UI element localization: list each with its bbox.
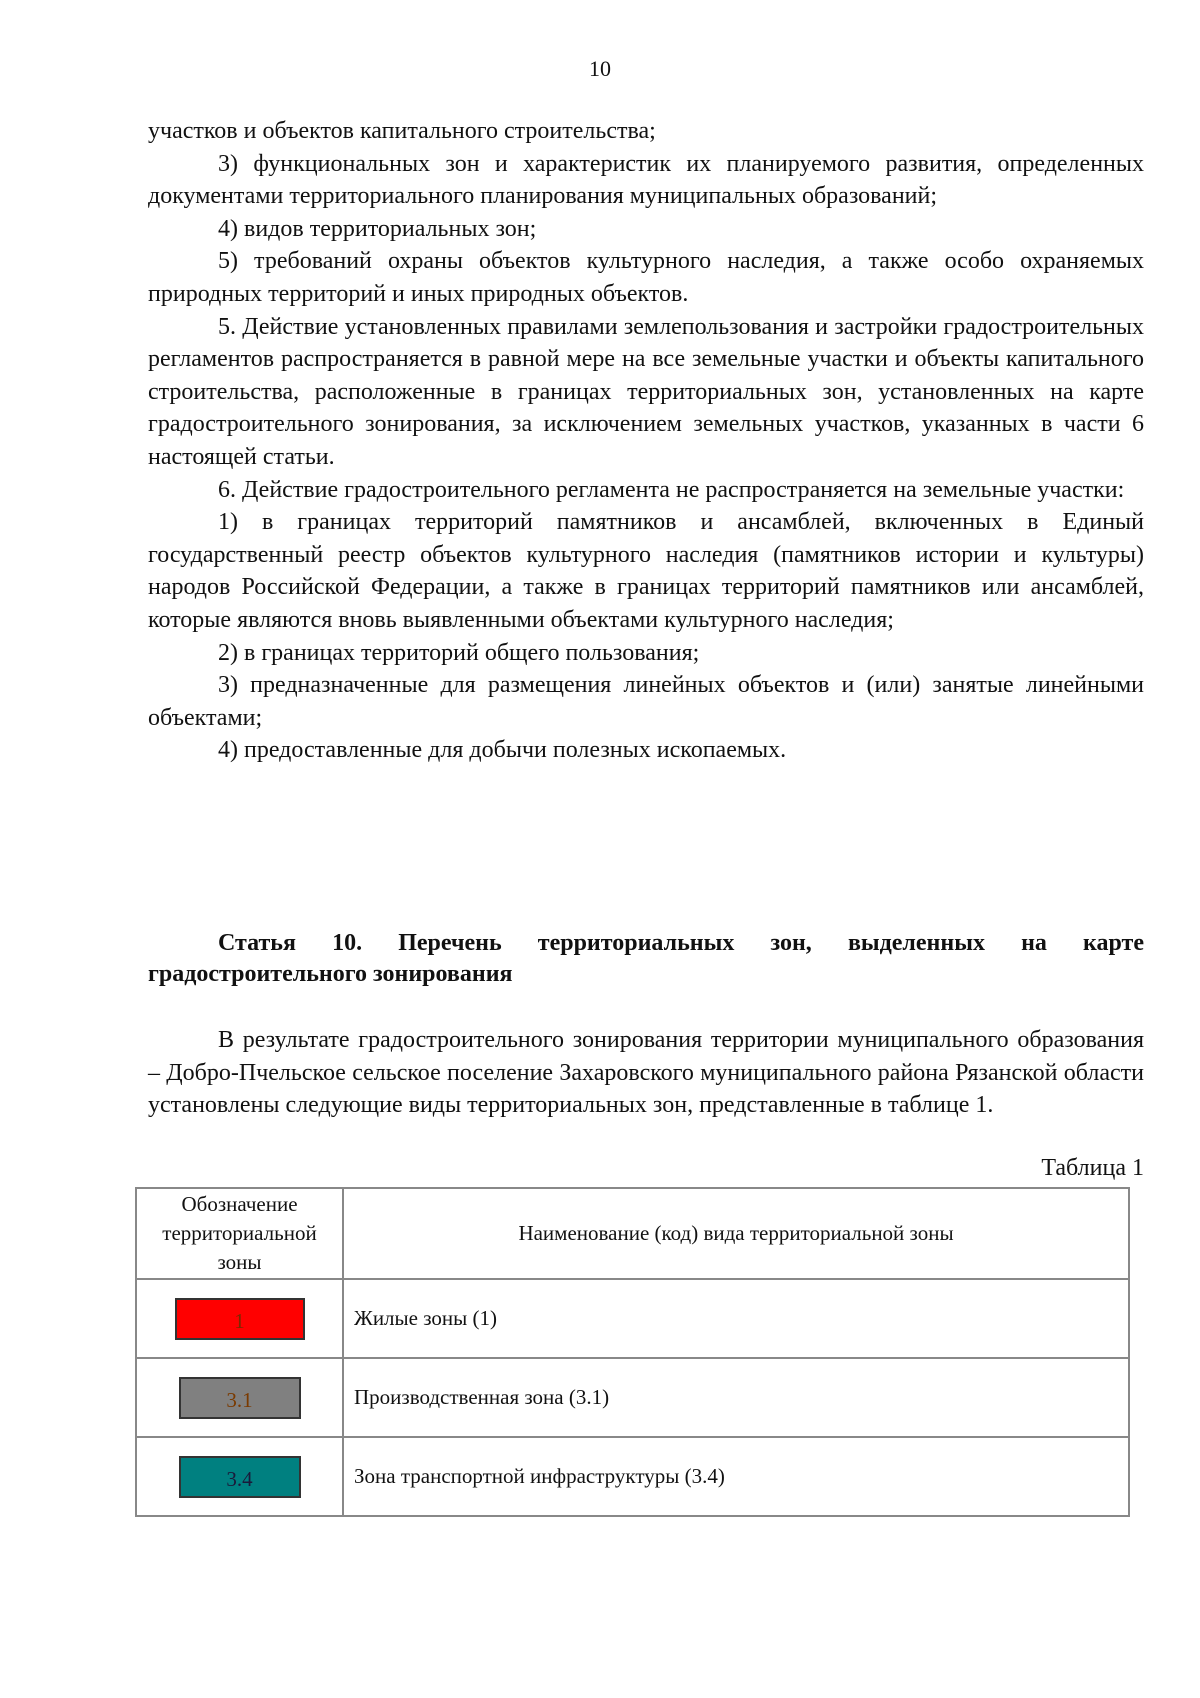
paragraph: участков и объектов капитального строительства;: [148, 118, 656, 144]
paragraph: 1) в границах территорий памятников и ансамблей, включенных в Единый государственный реестр объектов культурного наследия (памятников истории и культуры) народов Российской Федерации, а также в границах территорий памятников или ансамблей, которые являются вновь выявленными объектами культурного наследия;: [148, 509, 1144, 633]
paragraph: 5. Действие установленных правилами землепользования и застройки градостроительных регламентов распространяется в равной мере на все земельные участки и объекты капитального строительства, расположенные в границах территориальных зон, установленных на карте градостроительного зонирования, за исключением земельных участков, указанных в части 6 настоящей статьи.: [148, 313, 1144, 470]
zone-swatch-1: 1: [175, 1298, 305, 1340]
zone-name: Производственная зона (3.1): [343, 1358, 1129, 1437]
table-row: [136, 1358, 1129, 1437]
paragraph: 2) в границах территорий общего пользования;: [218, 639, 700, 666]
paragraph: 4) видов территориальных зон;: [218, 215, 537, 242]
paragraph: 6. Действие градостроительного регламента не распространяется на земельные участки:: [218, 476, 1125, 503]
table-row: [136, 1279, 1129, 1358]
header-name: Наименование (код) вида территориальной зоны: [343, 1188, 1129, 1279]
paragraph: 4) предоставленные для добычи полезных ископаемых.: [218, 737, 787, 764]
paragraph: 3) функциональных зон и характеристик их планируемого развития, определенных документами территориального планирования муниципальных образований;: [148, 150, 1144, 210]
symbol-cell: [136, 1437, 343, 1516]
symbol-cell: [136, 1279, 343, 1358]
zones-table: [135, 1187, 1130, 1517]
zone-swatch-3-1: 3.1: [179, 1377, 301, 1419]
zone-name: Зона транспортной инфраструктуры (3.4): [343, 1437, 1129, 1516]
article-body: [148, 115, 1144, 767]
table-caption: Таблица 1: [1041, 1155, 1144, 1181]
page-number: 10: [589, 56, 611, 81]
table-row: [136, 1437, 1129, 1516]
table-header-row: [136, 1188, 1129, 1279]
zone-name: Жилые зоны (1): [343, 1279, 1129, 1358]
header-symbol: Обозначение территориальной зоны: [136, 1188, 343, 1279]
zone-swatch-3-4: 3.4: [179, 1456, 301, 1498]
intro-paragraph: В результате градостроительного зонирования территории муниципального образования – Добро-Пчельское сельское поселение Захаровского муниципального района Рязанской области установлены следующие виды территориальных зон, представленные в таблице 1.: [148, 1027, 1144, 1119]
paragraph: 3) предназначенные для размещения линейных объектов и (или) занятые линейными объектами;: [148, 672, 1144, 731]
symbol-cell: [136, 1358, 343, 1437]
paragraph: 5) требований охраны объектов культурного наследия, а также особо охраняемых природных территорий и иных природных объектов.: [148, 248, 1144, 307]
article-heading: Статья 10. Перечень территориальных зон, выделенных на карте градостроительного зонирования: [148, 930, 1144, 987]
